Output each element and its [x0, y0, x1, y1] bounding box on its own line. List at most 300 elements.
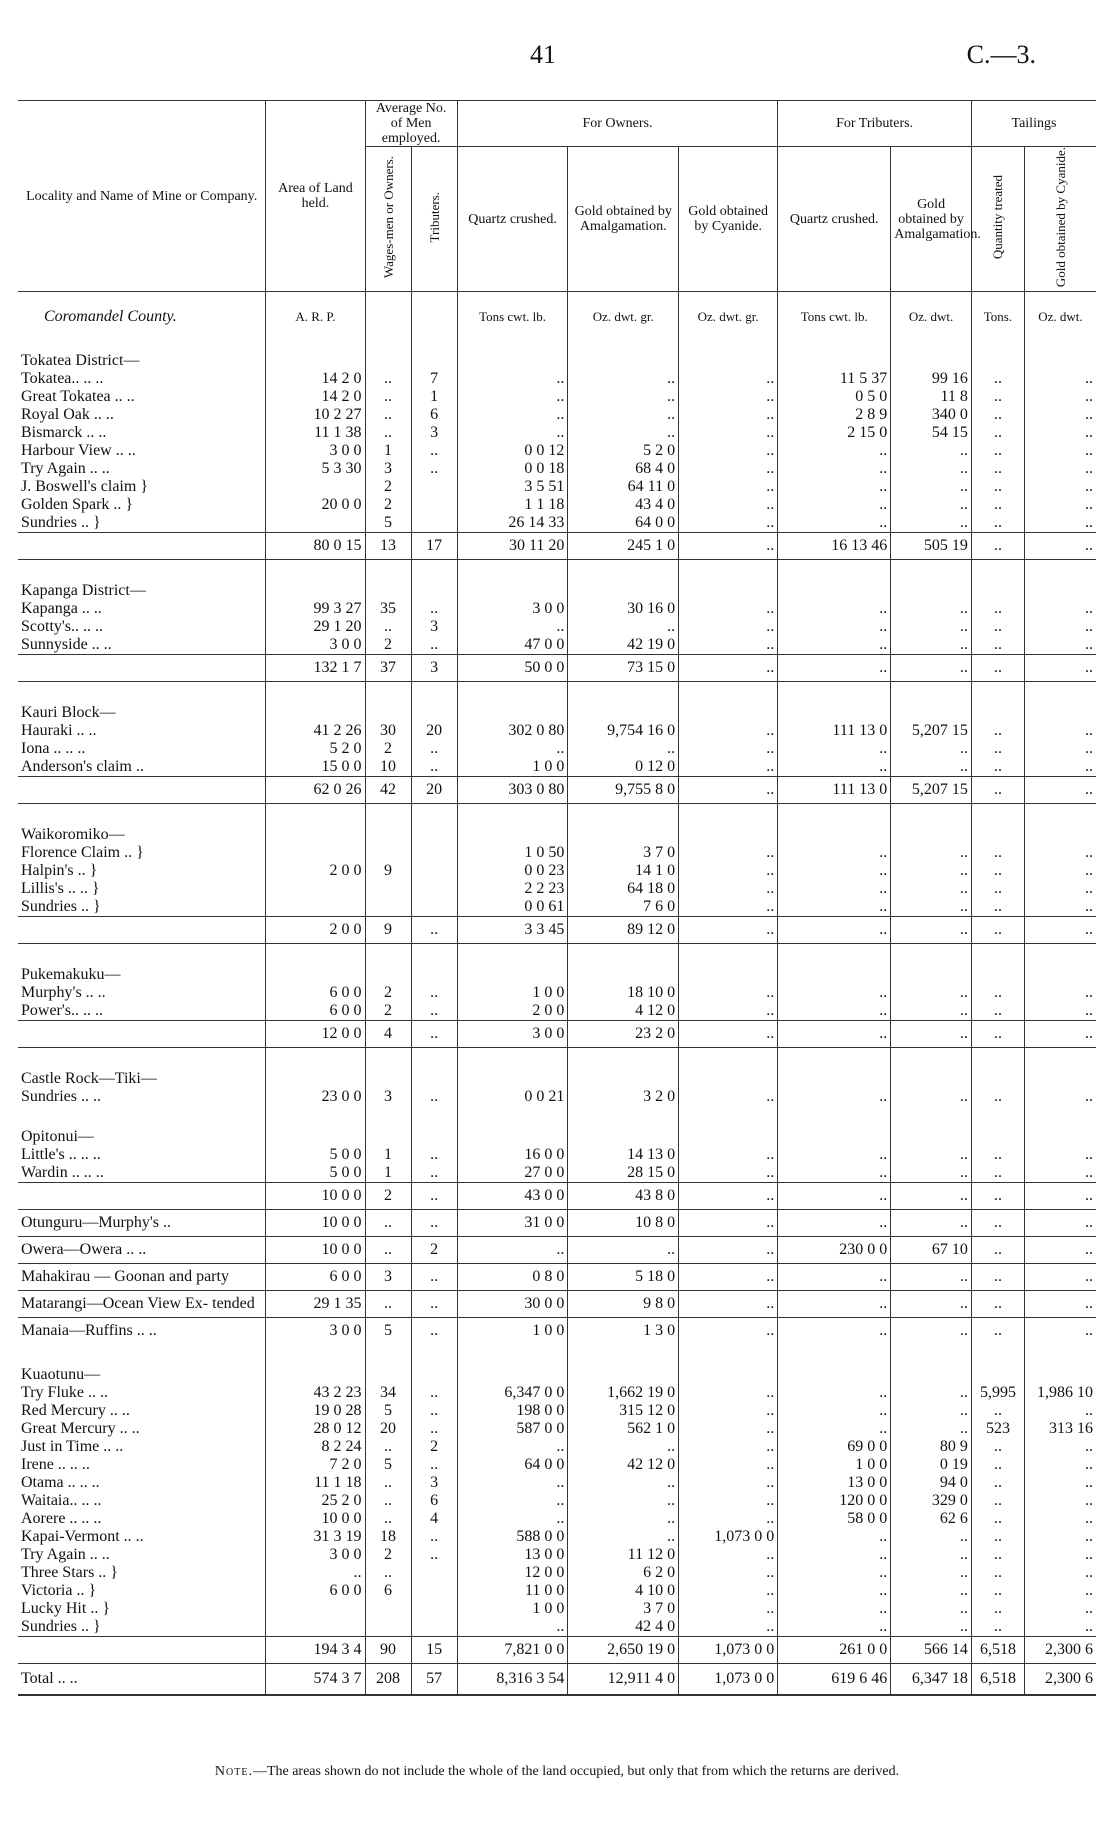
table-row: [18, 1237, 1096, 1264]
cell-gold-amalgamation: 43 8 0: [568, 1183, 679, 1210]
header-quartz-crushed: Quartz crushed.: [457, 147, 568, 292]
cell-tail-gold: ..: [1024, 1492, 1096, 1510]
cell-tail-gold: 2,300 6: [1024, 1637, 1096, 1664]
cell-trib-gold: 5,207 15: [891, 722, 972, 740]
units-row: [18, 292, 1096, 331]
header-average-men: Average No. of Men employed.: [365, 101, 457, 147]
mine-name: Hauraki .. ..: [21, 722, 97, 740]
cell-trib-quartz: 230 0 0: [778, 1237, 891, 1264]
cell-wagesmen: ..: [365, 388, 411, 406]
cell-trib-gold: ..: [891, 514, 972, 533]
cell-area: 6 0 0: [266, 984, 365, 1002]
cell-trib-gold: 505 19: [891, 533, 972, 560]
cell-gold-amalgamation: 315 12 0: [568, 1402, 679, 1420]
cell-tributers: ..: [411, 740, 457, 758]
cell-area: 29 1 20: [266, 618, 365, 636]
mine-name: Kapanga .. ..: [21, 600, 102, 618]
cell-trib-quartz: 619 6 46: [778, 1664, 891, 1696]
cell-tributers: ..: [411, 1291, 457, 1318]
cell-quartz: 12 0 0: [457, 1564, 568, 1582]
cell-tail-gold: ..: [1024, 533, 1096, 560]
cell-tail-gold: ..: [1024, 424, 1096, 442]
cell-gold-cyanide: ..: [679, 636, 778, 655]
cell-trib-gold: ..: [891, 1402, 972, 1420]
table-row: [18, 1474, 1096, 1492]
cell-tail-quantity: ..: [971, 1582, 1024, 1600]
cell-wagesmen: ..: [365, 1564, 411, 1582]
cell-wagesmen: [365, 1600, 411, 1618]
cell-wagesmen: 5: [365, 1456, 411, 1474]
cell-wagesmen: 30: [365, 722, 411, 740]
cell-tributers: ..: [411, 636, 457, 655]
cell-quartz: 303 0 80: [457, 777, 568, 804]
cell-gold-amalgamation: 12,911 4 0: [568, 1664, 679, 1696]
cell-area: [266, 1600, 365, 1618]
cell-gold-cyanide: ..: [679, 1600, 778, 1618]
mine-name: Iona .. .. ..: [21, 740, 86, 758]
cell-gold-cyanide: ..: [679, 370, 778, 388]
cell-gold-cyanide: ..: [679, 1438, 778, 1456]
cell-wagesmen: 2: [365, 1002, 411, 1021]
cell-tail-gold: ..: [1024, 1438, 1096, 1456]
cell-tributers: [411, 844, 457, 862]
cell-gold-amalgamation: 42 4 0: [568, 1618, 679, 1637]
cell-area: 10 0 0: [266, 1237, 365, 1264]
cell-quartz: 2 2 23: [457, 880, 568, 898]
group-heading-row: [18, 560, 1096, 601]
cell-gold-amalgamation: 42 19 0: [568, 636, 679, 655]
cell-trib-quartz: ..: [778, 1618, 891, 1637]
cell-tail-gold: ..: [1024, 636, 1096, 655]
cell-wagesmen: 2: [365, 1546, 411, 1564]
cell-trib-gold: ..: [891, 1291, 972, 1318]
cell-trib-quartz: 111 13 0: [778, 777, 891, 804]
cell-tail-quantity: 6,518: [971, 1664, 1024, 1696]
cell-area: 15 0 0: [266, 758, 365, 777]
cell-gold-amalgamation: ..: [568, 424, 679, 442]
cell-wagesmen: 10: [365, 758, 411, 777]
cell-wagesmen: 208: [365, 1664, 411, 1696]
cell-trib-gold: 566 14: [891, 1637, 972, 1664]
cell-gold-cyanide: ..: [679, 618, 778, 636]
footnote-label: Note.: [214, 1764, 253, 1779]
cell-gold-cyanide: ..: [679, 496, 778, 514]
cell-trib-quartz: ..: [778, 1402, 891, 1420]
cell-tail-quantity: ..: [971, 478, 1024, 496]
cell-gold-amalgamation: 68 4 0: [568, 460, 679, 478]
cell-trib-gold: ..: [891, 496, 972, 514]
mining-returns-table: [18, 100, 1096, 1696]
group-heading: Pukemakuku—: [21, 966, 121, 984]
cell-gold-cyanide: ..: [679, 844, 778, 862]
cell-area: 14 2 0: [266, 388, 365, 406]
cell-tail-gold: ..: [1024, 880, 1096, 898]
cell-tail-quantity: ..: [971, 1291, 1024, 1318]
mine-name: Florence Claim .. }: [21, 844, 144, 862]
cell-trib-quartz: 111 13 0: [778, 722, 891, 740]
group-heading: Waikoromiko—: [21, 826, 125, 844]
cell-gold-amalgamation: 2,650 19 0: [568, 1637, 679, 1664]
cell-gold-cyanide: ..: [679, 1492, 778, 1510]
mine-name: Three Stars .. }: [21, 1564, 118, 1582]
cell-wagesmen: 1: [365, 1146, 411, 1164]
header-tributers: Tributers.: [411, 147, 457, 292]
mine-name: Great Mercury .. ..: [21, 1420, 140, 1438]
units-trib-quartz: Tons cwt. lb.: [778, 292, 891, 331]
cell-tail-gold: ..: [1024, 917, 1096, 944]
cell-area: 14 2 0: [266, 370, 365, 388]
group-heading-row: [18, 1106, 1096, 1146]
cell-wagesmen: 5: [365, 1402, 411, 1420]
cell-trib-gold: ..: [891, 1002, 972, 1021]
cell-gold-cyanide: ..: [679, 1510, 778, 1528]
cell-quartz: 16 0 0: [457, 1146, 568, 1164]
mine-name: [18, 917, 266, 944]
cell-tributers: ..: [411, 1021, 457, 1048]
mine-name: Sunnyside .. ..: [21, 636, 112, 654]
mine-name: Harbour View .. ..: [21, 442, 136, 460]
table-row: [18, 1618, 1096, 1637]
cell-tail-gold: ..: [1024, 514, 1096, 533]
cell-tributers: 20: [411, 722, 457, 740]
cell-gold-amalgamation: 64 18 0: [568, 880, 679, 898]
subtotal-row: [18, 1021, 1096, 1048]
header-gold-cyanide: Gold obtained by Cyanide.: [679, 147, 778, 292]
cell-quartz: ..: [457, 1237, 568, 1264]
table-row: [18, 442, 1096, 460]
table-row: [18, 1088, 1096, 1106]
cell-gold-amalgamation: 0 12 0: [568, 758, 679, 777]
cell-tail-quantity: ..: [971, 1492, 1024, 1510]
cell-tributers: 3: [411, 618, 457, 636]
cell-quartz: 3 3 45: [457, 917, 568, 944]
cell-gold-cyanide: 1,073 0 0: [679, 1664, 778, 1696]
subtotal-row: [18, 655, 1096, 682]
cell-quartz: 1 0 0: [457, 1318, 568, 1345]
cell-trib-gold: 62 6: [891, 1510, 972, 1528]
group-heading: Kauri Block—: [21, 704, 116, 722]
table-row: [18, 1456, 1096, 1474]
cell-trib-gold: ..: [891, 1582, 972, 1600]
cell-quartz: 3 0 0: [457, 1021, 568, 1048]
cell-trib-quartz: 2 15 0: [778, 424, 891, 442]
cell-gold-cyanide: ..: [679, 1183, 778, 1210]
cell-tributers: ..: [411, 442, 457, 460]
cell-trib-gold: ..: [891, 655, 972, 682]
table-row: [18, 1402, 1096, 1420]
cell-wagesmen: [365, 898, 411, 917]
header-tail-gold: Gold obtained by Cyanide.: [1024, 147, 1096, 292]
cell-trib-quartz: ..: [778, 1021, 891, 1048]
cell-wagesmen: 1: [365, 442, 411, 460]
cell-area: 19 0 28: [266, 1402, 365, 1420]
cell-tributers: 4: [411, 1510, 457, 1528]
cell-area: [266, 880, 365, 898]
cell-quartz: ..: [457, 618, 568, 636]
cell-wagesmen: 37: [365, 655, 411, 682]
cell-trib-gold: 11 8: [891, 388, 972, 406]
cell-tail-gold: ..: [1024, 370, 1096, 388]
cell-wagesmen: ..: [365, 618, 411, 636]
cell-tail-gold: ..: [1024, 1146, 1096, 1164]
cell-quartz: 1 0 0: [457, 984, 568, 1002]
cell-area: 10 0 0: [266, 1510, 365, 1528]
cell-quartz: ..: [457, 1618, 568, 1637]
cell-gold-cyanide: ..: [679, 1002, 778, 1021]
header-trib-quartz: Quartz crushed.: [778, 147, 891, 292]
cell-trib-quartz: ..: [778, 740, 891, 758]
cell-gold-cyanide: ..: [679, 655, 778, 682]
page-number: 41: [530, 40, 556, 69]
cell-gold-cyanide: ..: [679, 460, 778, 478]
cell-gold-amalgamation: 14 1 0: [568, 862, 679, 880]
cell-trib-quartz: ..: [778, 898, 891, 917]
cell-trib-quartz: ..: [778, 917, 891, 944]
cell-gold-cyanide: ..: [679, 1291, 778, 1318]
cell-quartz: ..: [457, 1510, 568, 1528]
cell-tributers: ..: [411, 917, 457, 944]
cell-tail-gold: 313 16: [1024, 1420, 1096, 1438]
cell-gold-cyanide: ..: [679, 478, 778, 496]
cell-quartz: 26 14 33: [457, 514, 568, 533]
cell-trib-quartz: ..: [778, 442, 891, 460]
cell-tail-gold: ..: [1024, 1210, 1096, 1237]
cell-tail-gold: ..: [1024, 844, 1096, 862]
cell-trib-gold: ..: [891, 898, 972, 917]
units-amalg: Oz. dwt. gr.: [568, 292, 679, 331]
mine-name: [18, 1021, 266, 1048]
mine-name: Golden Spark .. }: [21, 496, 134, 514]
cell-gold-amalgamation: 28 15 0: [568, 1164, 679, 1183]
cell-wagesmen: 18: [365, 1528, 411, 1546]
cell-gold-amalgamation: 64 0 0: [568, 514, 679, 533]
cell-tail-gold: ..: [1024, 1456, 1096, 1474]
cell-gold-amalgamation: 1,662 19 0: [568, 1384, 679, 1402]
cell-trib-quartz: ..: [778, 1291, 891, 1318]
cell-tail-quantity: ..: [971, 442, 1024, 460]
cell-tributers: 57: [411, 1664, 457, 1696]
cell-gold-cyanide: ..: [679, 514, 778, 533]
cell-gold-cyanide: ..: [679, 442, 778, 460]
cell-wagesmen: 9: [365, 917, 411, 944]
cell-tail-gold: ..: [1024, 1183, 1096, 1210]
cell-area: [266, 478, 365, 496]
cell-area: 5 0 0: [266, 1146, 365, 1164]
mine-name: Aorere .. .. ..: [21, 1510, 102, 1528]
cell-area: 6 0 0: [266, 1002, 365, 1021]
mine-name: Mahakirau — Goonan and party: [18, 1264, 266, 1291]
header-area: Area of Land held.: [266, 101, 365, 292]
cell-tributers: [411, 1582, 457, 1600]
group-heading-row: [18, 682, 1096, 723]
mine-name: Little's .. .. ..: [21, 1146, 101, 1164]
mine-name: Tokatea.. .. ..: [21, 370, 104, 388]
cell-tail-quantity: ..: [971, 460, 1024, 478]
cell-tributers: [411, 880, 457, 898]
cell-tail-gold: ..: [1024, 1528, 1096, 1546]
cell-wagesmen: 2: [365, 496, 411, 514]
cell-trib-quartz: ..: [778, 1183, 891, 1210]
table-row: [18, 478, 1096, 496]
group-heading-row: [18, 804, 1096, 845]
cell-tributers: 3: [411, 655, 457, 682]
footnote: [0, 1764, 1114, 1780]
cell-trib-gold: ..: [891, 600, 972, 618]
table-row: [18, 898, 1096, 917]
cell-tail-quantity: ..: [971, 636, 1024, 655]
header-wagesmen: Wages-men or Owners.: [365, 147, 411, 292]
cell-tail-gold: ..: [1024, 1021, 1096, 1048]
cell-tributers: ..: [411, 758, 457, 777]
cell-quartz: 50 0 0: [457, 655, 568, 682]
cell-tributers: 6: [411, 1492, 457, 1510]
cell-trib-quartz: ..: [778, 1164, 891, 1183]
cell-gold-amalgamation: ..: [568, 740, 679, 758]
total-row: [18, 1664, 1096, 1696]
cell-tributers: ..: [411, 1318, 457, 1345]
mine-name: Kapai-Vermont .. ..: [21, 1528, 144, 1546]
cell-gold-amalgamation: 18 10 0: [568, 984, 679, 1002]
group-heading-row: [18, 330, 1096, 370]
cell-quartz: 1 0 50: [457, 844, 568, 862]
cell-quartz: 0 0 12: [457, 442, 568, 460]
cell-tail-gold: ..: [1024, 655, 1096, 682]
cell-gold-amalgamation: 30 16 0: [568, 600, 679, 618]
cell-trib-gold: ..: [891, 844, 972, 862]
cell-trib-quartz: ..: [778, 1420, 891, 1438]
cell-area: 6 0 0: [266, 1582, 365, 1600]
header-for-owners: For Owners.: [457, 101, 778, 147]
table-row: [18, 1002, 1096, 1021]
cell-gold-cyanide: ..: [679, 1402, 778, 1420]
cell-area: 11 1 18: [266, 1474, 365, 1492]
cell-tributers: ..: [411, 1402, 457, 1420]
cell-tail-quantity: ..: [971, 1438, 1024, 1456]
cell-trib-gold: ..: [891, 984, 972, 1002]
table-row: [18, 406, 1096, 424]
cell-tail-gold: ..: [1024, 618, 1096, 636]
group-heading: Opitonui—: [21, 1128, 94, 1146]
cell-tail-gold: 1,986 10: [1024, 1384, 1096, 1402]
cell-tail-quantity: ..: [971, 1021, 1024, 1048]
cell-quartz: 43 0 0: [457, 1183, 568, 1210]
cell-wagesmen: 2: [365, 636, 411, 655]
cell-tail-gold: ..: [1024, 1402, 1096, 1420]
cell-quartz: 13 0 0: [457, 1546, 568, 1564]
cell-trib-quartz: ..: [778, 460, 891, 478]
cell-quartz: 198 0 0: [457, 1402, 568, 1420]
cell-gold-amalgamation: 6 2 0: [568, 1564, 679, 1582]
cell-gold-amalgamation: ..: [568, 406, 679, 424]
cell-gold-cyanide: 1,073 0 0: [679, 1637, 778, 1664]
cell-tail-gold: ..: [1024, 1564, 1096, 1582]
cell-trib-gold: ..: [891, 1164, 972, 1183]
cell-tributers: 15: [411, 1637, 457, 1664]
mine-name: [18, 1183, 266, 1210]
cell-gold-amalgamation: 89 12 0: [568, 917, 679, 944]
cell-tail-quantity: ..: [971, 1002, 1024, 1021]
cell-wagesmen: ..: [365, 1438, 411, 1456]
cell-area: 7 2 0: [266, 1456, 365, 1474]
cell-quartz: 30 0 0: [457, 1291, 568, 1318]
cell-tributers: ..: [411, 1456, 457, 1474]
mine-name: Try Again .. ..: [21, 1546, 110, 1564]
cell-wagesmen: 4: [365, 1021, 411, 1048]
cell-trib-gold: ..: [891, 1264, 972, 1291]
cell-wagesmen: 20: [365, 1420, 411, 1438]
cell-trib-quartz: 261 0 0: [778, 1637, 891, 1664]
cell-gold-amalgamation: 7 6 0: [568, 898, 679, 917]
mine-name: Sundries .. }: [21, 514, 101, 532]
mine-name: Lillis's .. .. }: [21, 880, 100, 898]
cell-tail-quantity: ..: [971, 1528, 1024, 1546]
mine-name: [18, 777, 266, 804]
cell-gold-cyanide: ..: [679, 1021, 778, 1048]
cell-trib-gold: ..: [891, 636, 972, 655]
cell-tributers: 17: [411, 533, 457, 560]
cell-tributers: 7: [411, 370, 457, 388]
cell-area: 574 3 7: [266, 1664, 365, 1696]
cell-tail-quantity: ..: [971, 618, 1024, 636]
cell-tributers: [411, 514, 457, 533]
subtotal-row: [18, 1183, 1096, 1210]
table-row: [18, 1546, 1096, 1564]
cell-trib-gold: 67 10: [891, 1237, 972, 1264]
cell-trib-gold: 5,207 15: [891, 777, 972, 804]
cell-tail-quantity: ..: [971, 1088, 1024, 1106]
cell-gold-cyanide: ..: [679, 406, 778, 424]
cell-wagesmen: 35: [365, 600, 411, 618]
cell-tail-quantity: ..: [971, 1546, 1024, 1564]
table-row: [18, 1528, 1096, 1546]
mine-name: Victoria .. }: [21, 1582, 97, 1600]
cell-trib-quartz: ..: [778, 880, 891, 898]
cell-tail-gold: ..: [1024, 1002, 1096, 1021]
cell-wagesmen: ..: [365, 406, 411, 424]
cell-quartz: ..: [457, 370, 568, 388]
cell-gold-cyanide: ..: [679, 722, 778, 740]
cell-tail-gold: ..: [1024, 1546, 1096, 1564]
cell-quartz: 27 0 0: [457, 1164, 568, 1183]
cell-trib-gold: ..: [891, 740, 972, 758]
header-for-tributers: For Tributers.: [778, 101, 972, 147]
cell-trib-quartz: 69 0 0: [778, 1438, 891, 1456]
cell-wagesmen: 5: [365, 514, 411, 533]
cell-trib-quartz: ..: [778, 618, 891, 636]
cell-trib-gold: ..: [891, 862, 972, 880]
subtotal-row: [18, 777, 1096, 804]
cell-wagesmen: ..: [365, 1291, 411, 1318]
cell-wagesmen: 90: [365, 1637, 411, 1664]
mine-name: Owera—Owera .. ..: [18, 1237, 266, 1264]
cell-tail-quantity: ..: [971, 898, 1024, 917]
table-row: [18, 424, 1096, 442]
cell-area: 41 2 26: [266, 722, 365, 740]
cell-tail-quantity: ..: [971, 1402, 1024, 1420]
mine-name: Anderson's claim ..: [21, 758, 144, 776]
cell-tail-quantity: ..: [971, 655, 1024, 682]
mine-name: Sundries .. ..: [21, 1088, 101, 1106]
units-trib-gold: Oz. dwt.: [891, 292, 972, 331]
cell-tail-quantity: ..: [971, 1474, 1024, 1492]
mine-name: Try Fluke .. ..: [21, 1384, 108, 1402]
mine-name: Manaia—Ruffins .. ..: [18, 1318, 266, 1345]
cell-area: 12 0 0: [266, 1021, 365, 1048]
cell-area: [266, 514, 365, 533]
cell-gold-cyanide: ..: [679, 1146, 778, 1164]
cell-area: 31 3 19: [266, 1528, 365, 1546]
mine-name: Royal Oak .. ..: [21, 406, 114, 424]
